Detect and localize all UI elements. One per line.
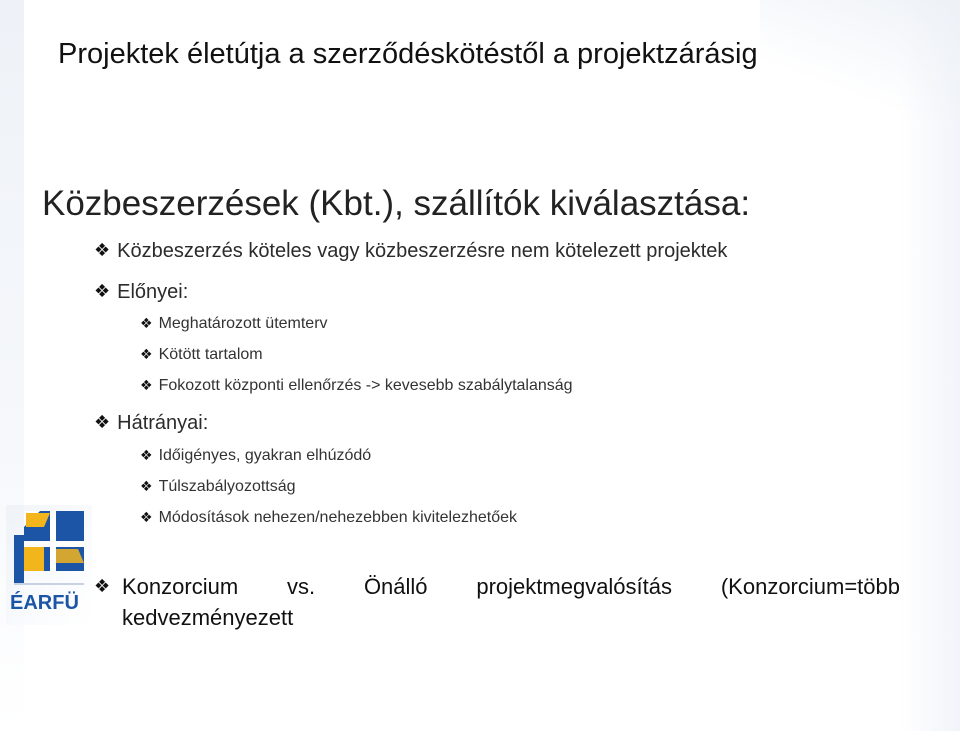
sub-list-item-text: Időigényes, gyakran elhúzódó [158, 447, 372, 464]
sub-list-item [140, 375, 573, 397]
diamond-bullet-icon: ❖ [94, 281, 111, 302]
consortium-line-1 [122, 571, 900, 602]
sub-list-item-text: Kötött tartalom [158, 346, 263, 363]
sub-list-item [140, 507, 517, 529]
consortium-line-2: kedvezményezett [122, 605, 294, 630]
diamond-bullet-icon: ❖ [140, 448, 153, 464]
sub-list-item-text: Módosítások nehezen/nehezebben kivitelezhetőek [158, 509, 518, 526]
diamond-bullet-icon: ❖ [140, 378, 153, 394]
logo-text: ÉARFÜ [10, 592, 79, 614]
diamond-bullet-icon: ❖ [94, 576, 111, 597]
list-item-procurement-types [94, 238, 727, 264]
consortium-word: vs. [286, 574, 316, 599]
diamond-bullet-icon: ❖ [94, 240, 111, 261]
list-item-advantages [94, 279, 188, 305]
sub-list-item-text: Meghatározott ütemterv [158, 315, 328, 332]
consortium-word: Önálló [363, 574, 428, 599]
sub-list-item [140, 313, 328, 335]
diamond-bullet-icon: ❖ [140, 316, 153, 332]
list-item-disadvantages [94, 410, 208, 436]
list-item-text: Hátrányai: [117, 412, 209, 434]
diamond-bullet-icon: ❖ [140, 510, 153, 526]
diamond-bullet-icon: ❖ [94, 412, 111, 433]
list-item-text: Előnyei: [117, 281, 189, 303]
diamond-bullet-icon: ❖ [140, 479, 153, 495]
background-corner-gradient [760, 0, 960, 120]
list-item-text: Közbeszerzés köteles vagy közbeszerzésre nem kötelezett projektek [117, 240, 728, 262]
sub-list-item [140, 445, 371, 467]
consortium-word: Konzorcium [122, 574, 239, 599]
sub-list-item [140, 344, 263, 366]
sub-list-item-text: Fokozott központi ellenőrzés -> kevesebb szabálytalanság [158, 377, 573, 394]
sub-list-item-text: Túlszabályozottság [158, 478, 296, 495]
page-title: Projektek életútja a szerződéskötéstől a projektzárásig [58, 38, 758, 70]
consortium-word: projektmegvalósítás [476, 574, 673, 599]
section-heading: Közbeszerzések (Kbt.), szállítók kiválasztása: [42, 184, 751, 223]
consortium-word: (Konzorcium=több [720, 574, 900, 599]
diamond-bullet-icon: ❖ [140, 347, 153, 363]
sub-list-item [140, 476, 296, 498]
